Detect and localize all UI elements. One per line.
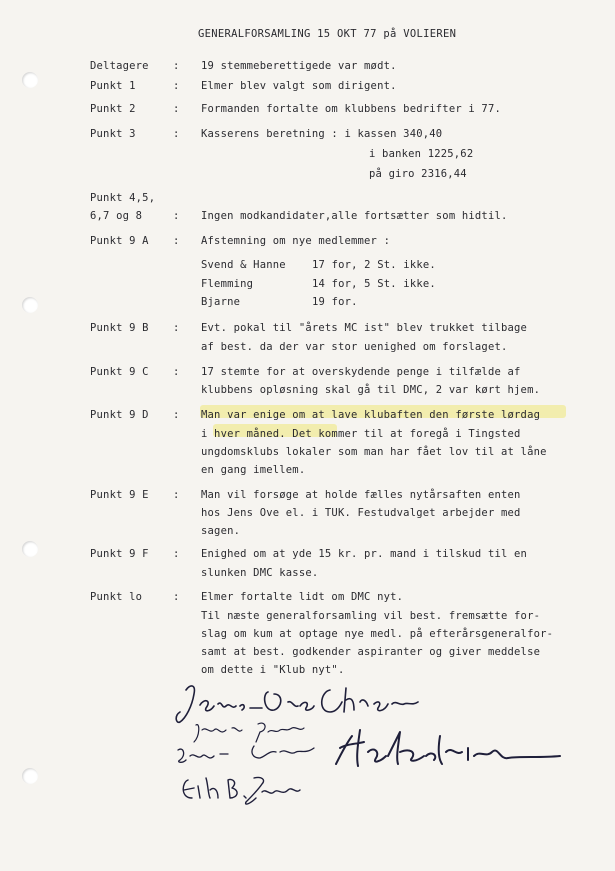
row-text: sagen. <box>201 525 241 537</box>
colon: : <box>173 591 180 603</box>
punch-hole <box>22 541 38 557</box>
row-text: klubbens opløsning skal gå til DMC, 2 var kørt hjem. <box>201 384 541 396</box>
row-text: ungdomsklubs lokaler som man har fået lov til at låne <box>201 446 547 458</box>
row-text: 19 stemmeberettigede var mødt. <box>201 60 397 72</box>
row-text: Formanden fortalte om klubbens bedrifter i 77. <box>201 103 501 115</box>
vote-name: Flemming <box>201 278 254 290</box>
row-text: hos Jens Ove el. i TUK. Festudvalget arbejder med <box>201 507 521 519</box>
row-label: Punkt 9 A <box>90 235 149 247</box>
colon: : <box>173 210 180 222</box>
colon: : <box>173 489 180 501</box>
row-label: Punkt 9 F <box>90 548 149 560</box>
signature-1 <box>176 686 418 722</box>
row-label: Punkt 9 D <box>90 409 149 421</box>
row-label: Punkt lo <box>90 591 143 603</box>
punch-hole <box>22 297 38 313</box>
row-label: Deltagere <box>90 60 149 72</box>
row-text: i banken 1225,62 <box>369 148 474 160</box>
row-text: i hver måned. Det kommer til at foregå i Tingsted <box>201 428 521 440</box>
row-text: 17 stemte for at overskydende penge i tilfælde af <box>201 366 521 378</box>
colon: : <box>173 366 180 378</box>
punch-hole <box>22 72 38 88</box>
row-label: Punkt 9 E <box>90 489 149 501</box>
signature-4 <box>183 777 300 804</box>
row-text: slag om kum at optage nye medl. på efterårsgeneralfor- <box>201 628 554 640</box>
row-label: Punkt 2 <box>90 103 136 115</box>
colon: : <box>173 103 180 115</box>
row-text: Evt. pokal til "årets MC ist" blev trukket tilbage <box>201 322 528 334</box>
vote-name: Svend & Hanne <box>201 259 286 271</box>
colon: : <box>173 60 180 72</box>
row-label: Punkt 1 <box>90 80 136 92</box>
page-title: GENERALFORSAMLING 15 OKT 77 på VOLIEREN <box>198 28 457 40</box>
colon: : <box>173 548 180 560</box>
row-text: slunken DMC kasse. <box>201 567 319 579</box>
row-label: Punkt 4,5, <box>90 192 156 204</box>
row-text: Afstemning om nye medlemmer : <box>201 235 391 247</box>
row-label: Punkt 3 <box>90 128 136 140</box>
row-text: af best. da der var stor uenighed om forslaget. <box>201 341 508 353</box>
row-text: en gang imellem. <box>201 464 306 476</box>
row-text: Elmer fortalte lidt om DMC nyt. <box>201 591 404 603</box>
vote-result: 19 for. <box>312 296 358 308</box>
colon: : <box>173 80 180 92</box>
row-text: Til næste generalforsamling vil best. fremsætte for- <box>201 610 541 622</box>
row-text: Ingen modkandidater,alle fortsætter som hidtil. <box>201 210 508 222</box>
punch-hole <box>22 768 38 784</box>
row-label: Punkt 9 C <box>90 366 149 378</box>
row-text: Kasserens beretning : i kassen 340,40 <box>201 128 443 140</box>
row-label: 6,7 og 8 <box>90 210 143 222</box>
vote-result: 14 for, 5 St. ikke. <box>312 278 436 290</box>
row-text: om dette i "Klub nyt". <box>201 664 345 676</box>
colon: : <box>173 128 180 140</box>
signature-5 <box>336 730 560 766</box>
row-text: Elmer blev valgt som dirigent. <box>201 80 397 92</box>
colon: : <box>173 409 180 421</box>
row-text: Man var enige om at lave klubaften den første lørdag <box>201 409 541 421</box>
colon: : <box>173 235 180 247</box>
vote-name: Bjarne <box>201 296 241 308</box>
row-text: Enighed om at yde 15 kr. pr. mand i tilskud til en <box>201 548 528 560</box>
colon: : <box>173 322 180 334</box>
row-text: Man vil forsøge at holde fælles nytårsaften enten <box>201 489 521 501</box>
signature-2 <box>194 723 304 742</box>
vote-result: 17 for, 2 St. ikke. <box>312 259 436 271</box>
signature-3 <box>178 746 314 762</box>
row-label: Punkt 9 B <box>90 322 149 334</box>
row-text: samt at best. godkender aspiranter og giver meddelse <box>201 646 541 658</box>
row-text: på giro 2316,44 <box>369 168 467 180</box>
